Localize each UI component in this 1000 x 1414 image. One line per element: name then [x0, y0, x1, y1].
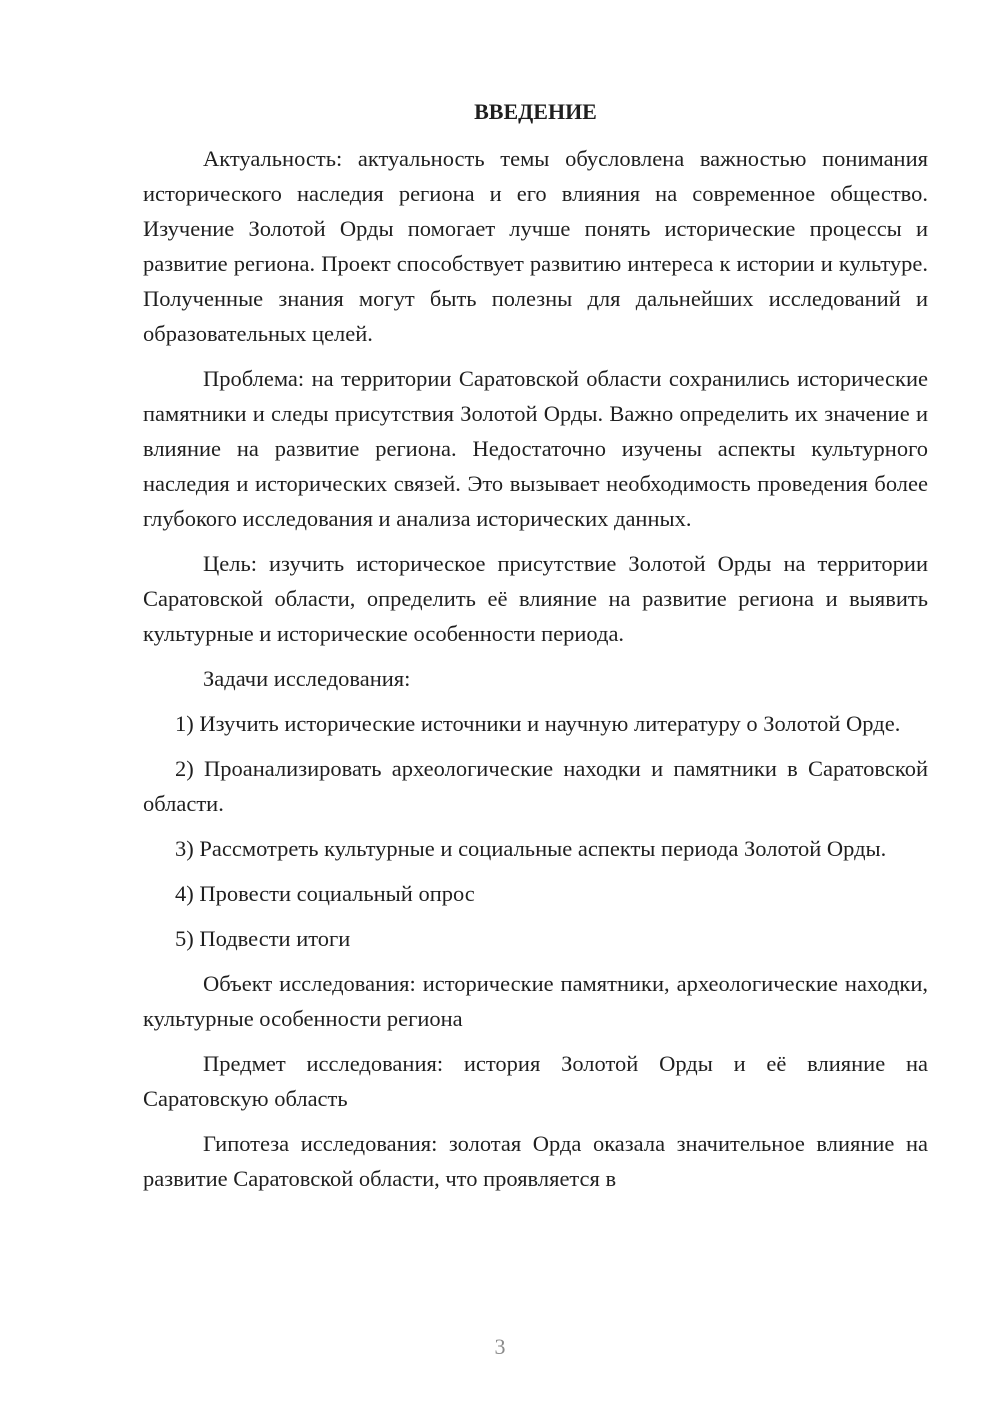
task-item: 4) Провести социальный опрос [175, 881, 475, 906]
hypothesis-paragraph: Гипотеза исследования: золотая Орда оказала значительное влияние на развитие Саратовской области, что проявляется в [143, 1131, 928, 1191]
page-number: 3 [494, 1334, 506, 1359]
task-item: 2) Проанализировать археологические находки и памятники в Саратовской области. [143, 756, 928, 816]
tasks-list [143, 706, 928, 956]
object-paragraph: Объект исследования: исторические памятники, археологические находки, культурные особенности региона [143, 971, 928, 1031]
page-content [143, 94, 928, 1206]
page-title: ВВЕДЕНИЕ [474, 99, 597, 124]
relevance-paragraph: Актуальность: актуальность темы обусловлена важностью понимания исторического наследия региона и его влияния на современное общество. Изучение Золотой Орды помогает лучше понять исторические процессы и развитие региона. Проект способствует развитию интереса к истории и культуре. Полученные знания могут быть полезны для дальнейших исследований и образовательных целей. [143, 146, 928, 346]
goal-paragraph: Цель: изучить историческое присутствие Золотой Орды на территории Саратовской области, определить её влияние на развитие региона и выявить культурные и исторические особенности периода. [143, 551, 928, 646]
tasks-heading: Задачи исследования: [203, 666, 411, 691]
task-item: 3) Рассмотреть культурные и социальные аспекты периода Золотой Орды. [175, 836, 887, 861]
task-item: 1) Изучить исторические источники и научную литературу о Золотой Орде. [175, 711, 901, 736]
subject-paragraph: Предмет исследования: история Золотой Орды и её влияние на Саратовскую область [143, 1051, 928, 1111]
problem-paragraph: Проблема: на территории Саратовской области сохранились исторические памятники и следы присутствия Золотой Орды. Важно определить их значение и влияние на развитие региона. Недостаточно изучены аспекты культурного наследия и исторических связей. Это вызывает необходимость проведения более глубокого исследования и анализа исторических данных. [143, 366, 928, 531]
task-item: 5) Подвести итоги [175, 926, 351, 951]
